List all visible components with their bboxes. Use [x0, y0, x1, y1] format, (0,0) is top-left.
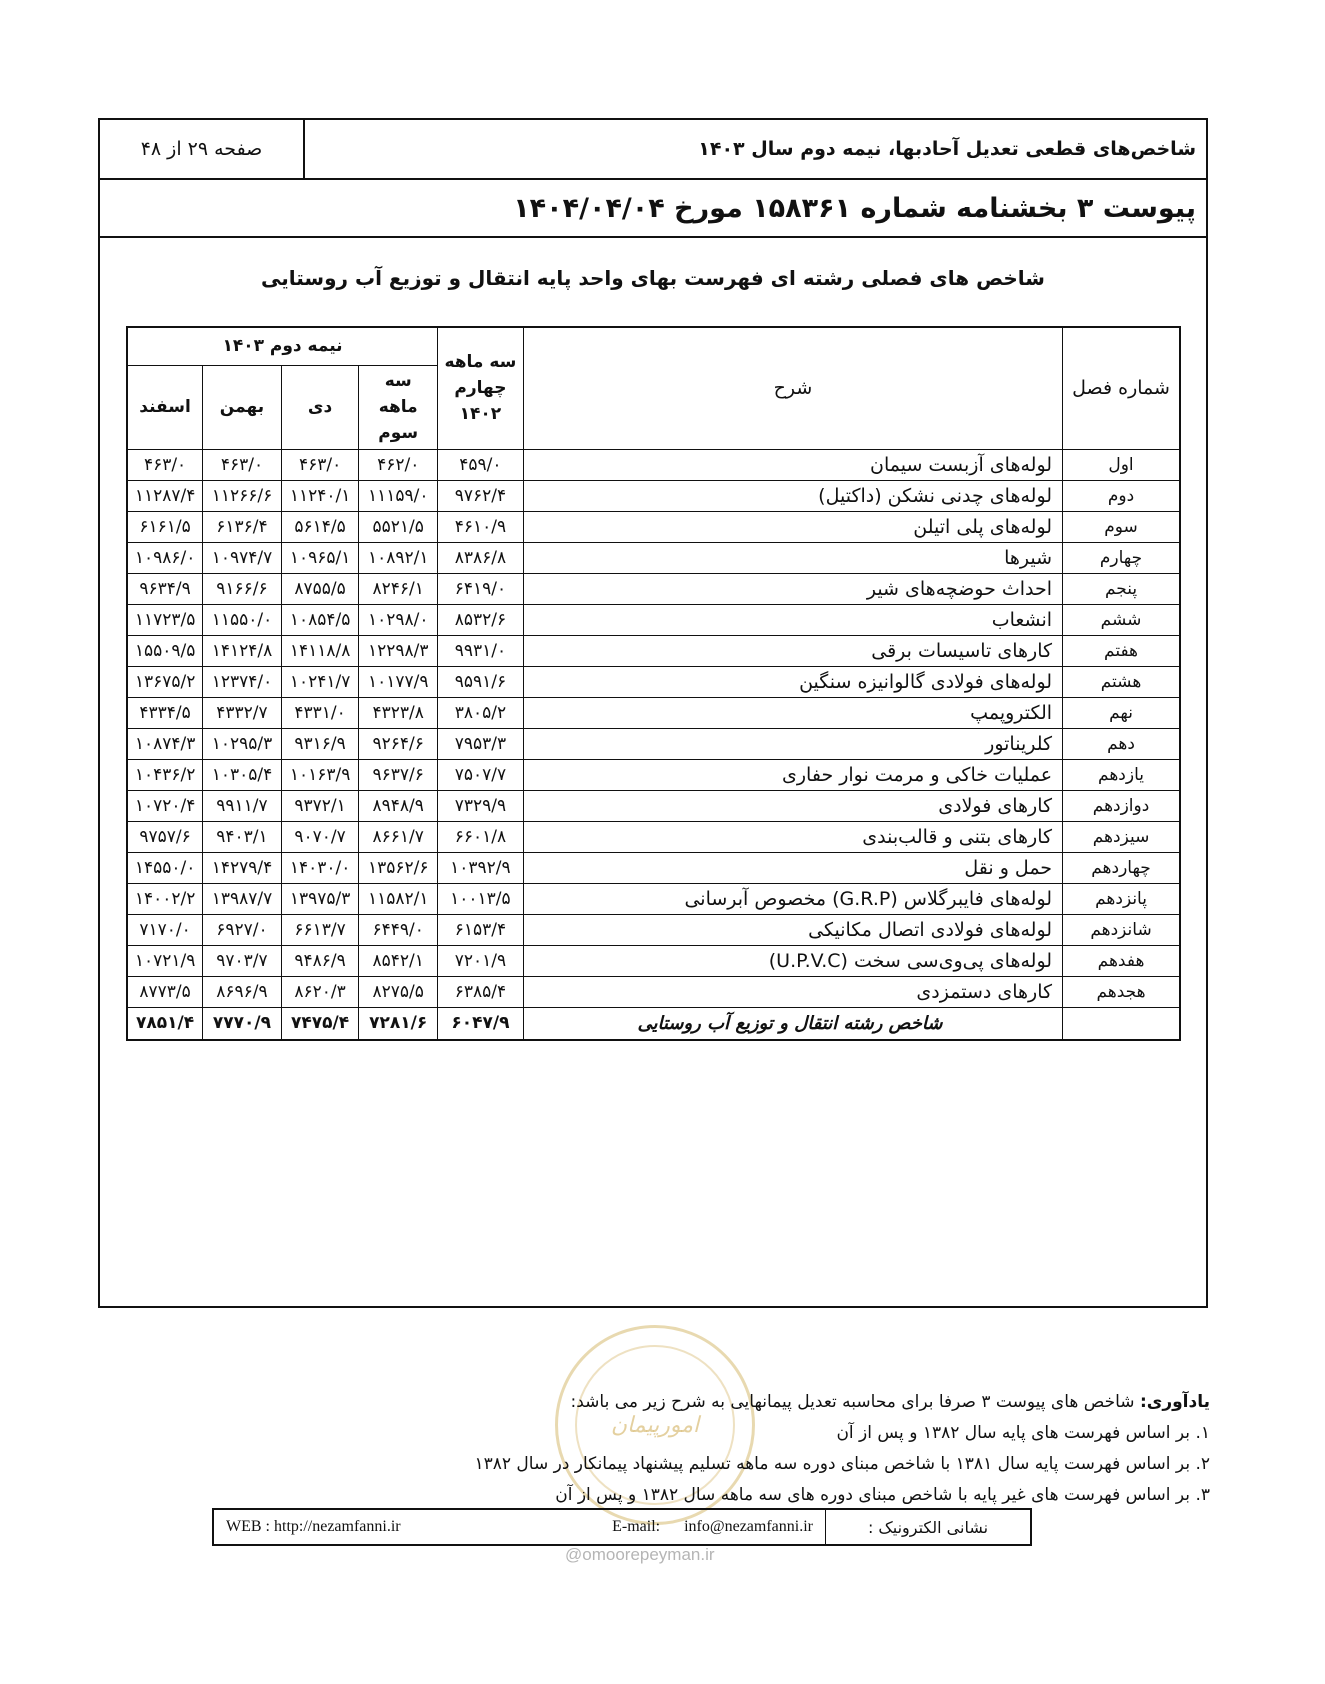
appendix-title: پیوست ۳ بخشنامه شماره ۱۵۸۳۶۱ مورخ ۱۴۰۴/۰۴/۰۴: [100, 180, 1206, 238]
cell-description: لوله‌های فایبرگلاس (G.R.P) مخصوص آبرسانی: [523, 883, 1062, 914]
total-row: [127, 1007, 1180, 1040]
cell-chapter: اول: [1063, 449, 1180, 480]
table-row: [127, 666, 1180, 697]
col-header-description: شرح: [523, 327, 1062, 449]
cell-chapter: هجدهم: [1063, 976, 1180, 1007]
cell-q3: ۹۲۶۴/۶: [359, 728, 438, 759]
cell-q4: ۷۲۰۱/۹: [438, 945, 524, 976]
cell-esfand: ۱۵۵۰۹/۵: [127, 635, 203, 666]
cell-dey: ۸۶۲۰/۳: [281, 976, 359, 1007]
email-label: E-mail:: [612, 1518, 661, 1535]
cell-esfand: ۱۰۹۸۶/۰: [127, 542, 203, 573]
total-q4: ۶۰۴۷/۹: [438, 1007, 524, 1040]
cell-chapter: شانزدهم: [1063, 914, 1180, 945]
total-dey: ۷۴۷۵/۴: [281, 1007, 359, 1040]
cell-q3: ۶۴۴۹/۰: [359, 914, 438, 945]
cell-chapter: سیزدهم: [1063, 821, 1180, 852]
cell-esfand: ۴۶۳/۰: [127, 449, 203, 480]
table-row: [127, 728, 1180, 759]
email-group: [612, 1518, 813, 1536]
table-row: [127, 697, 1180, 728]
cell-esfand: ۱۱۲۸۷/۴: [127, 480, 203, 511]
table-row: [127, 573, 1180, 604]
col-header-bahman: بهمن: [203, 365, 282, 449]
header-row: [100, 120, 1206, 180]
notes-list: [310, 1418, 1210, 1511]
cell-dey: ۹۳۷۲/۱: [281, 790, 359, 821]
cell-esfand: ۷۱۷۰/۰: [127, 914, 203, 945]
cell-dey: ۸۷۵۵/۵: [281, 573, 359, 604]
table-row: [127, 635, 1180, 666]
total-bahman: ۷۷۷۰/۹: [203, 1007, 282, 1040]
notes-intro: [310, 1387, 1210, 1418]
cell-q4: ۴۶۱۰/۹: [438, 511, 524, 542]
cell-bahman: ۱۰۹۷۴/۷: [203, 542, 282, 573]
cell-dey: ۹۰۷۰/۷: [281, 821, 359, 852]
cell-description: کارهای تاسیسات برقی: [523, 635, 1062, 666]
total-description: شاخص رشته انتقال و توزیع آب روستایی: [523, 1007, 1062, 1040]
cell-q4: ۱۰۰۱۳/۵: [438, 883, 524, 914]
cell-description: احداث حوضچه‌های شیر: [523, 573, 1062, 604]
cell-bahman: ۱۲۳۷۴/۰: [203, 666, 282, 697]
cell-q4: ۹۵۹۱/۶: [438, 666, 524, 697]
cell-bahman: ۱۴۱۲۴/۸: [203, 635, 282, 666]
total-empty-cell: [1063, 1007, 1180, 1040]
cell-chapter: هفدهم: [1063, 945, 1180, 976]
table-row: [127, 542, 1180, 573]
cell-dey: ۶۶۱۳/۷: [281, 914, 359, 945]
cell-chapter: ششم: [1063, 604, 1180, 635]
cell-description: کارهای فولادی: [523, 790, 1062, 821]
cell-esfand: ۱۰۸۷۴/۳: [127, 728, 203, 759]
cell-bahman: ۱۰۳۰۵/۴: [203, 759, 282, 790]
cell-q3: ۱۲۲۹۸/۳: [359, 635, 438, 666]
cell-dey: ۱۰۲۴۱/۷: [281, 666, 359, 697]
cell-q4: ۸۳۸۶/۸: [438, 542, 524, 573]
cell-bahman: ۴۳۳۲/۷: [203, 697, 282, 728]
cell-description: لوله‌های آزبست سیمان: [523, 449, 1062, 480]
watermark-logo-text: امورپیمان: [575, 1345, 735, 1505]
cell-q3: ۵۵۲۱/۵: [359, 511, 438, 542]
cell-esfand: ۱۴۰۰۲/۲: [127, 883, 203, 914]
cell-bahman: ۹۴۰۳/۱: [203, 821, 282, 852]
table-title: شاخص های فصلی رشته ای فهرست بهای واحد پایه انتقال و توزیع آب روستایی: [261, 266, 1045, 290]
cell-dey: ۱۱۲۴۰/۱: [281, 480, 359, 511]
cell-esfand: ۱۳۶۷۵/۲: [127, 666, 203, 697]
cell-esfand: ۱۰۷۲۱/۹: [127, 945, 203, 976]
cell-q4: ۶۳۸۵/۴: [438, 976, 524, 1007]
cell-q4: ۷۵۰۷/۷: [438, 759, 524, 790]
cell-chapter: هشتم: [1063, 666, 1180, 697]
notes-section: [310, 1387, 1210, 1511]
notes-intro-text: شاخص های پیوست ۳ صرفا برای محاسبه تعدیل پیمانهایی به شرح زیر می باشد:: [570, 1392, 1140, 1412]
cell-dey: ۴۶۳/۰: [281, 449, 359, 480]
cell-q3: ۱۳۵۶۲/۶: [359, 852, 438, 883]
cell-dey: ۱۳۹۷۵/۳: [281, 883, 359, 914]
cell-chapter: دهم: [1063, 728, 1180, 759]
cell-q3: ۱۰۱۷۷/۹: [359, 666, 438, 697]
email-link[interactable]: info@nezamfanni.ir: [684, 1518, 813, 1535]
table-row: [127, 945, 1180, 976]
cell-esfand: ۴۳۳۴/۵: [127, 697, 203, 728]
cell-description: الکتروپمپ: [523, 697, 1062, 728]
col-header-chapter: شماره فصل: [1063, 327, 1180, 449]
cell-description: کارهای بتنی و قالب‌بندی: [523, 821, 1062, 852]
cell-bahman: ۴۶۳/۰: [203, 449, 282, 480]
cell-dey: ۵۶۱۴/۵: [281, 511, 359, 542]
cell-q3: ۱۰۲۹۸/۰: [359, 604, 438, 635]
cell-esfand: ۹۷۵۷/۶: [127, 821, 203, 852]
cell-bahman: ۹۱۶۶/۶: [203, 573, 282, 604]
cell-bahman: ۶۹۲۷/۰: [203, 914, 282, 945]
cell-chapter: پانزدهم: [1063, 883, 1180, 914]
cell-description: کارهای دستمزدی: [523, 976, 1062, 1007]
cell-description: عملیات خاکی و مرمت نوار حفاری: [523, 759, 1062, 790]
cell-description: لوله‌های پی‌وی‌سی سخت (U.P.V.C): [523, 945, 1062, 976]
cell-chapter: چهارم: [1063, 542, 1180, 573]
col-header-q3: سه ماهه سوم: [359, 365, 438, 449]
cell-q3: ۱۱۱۵۹/۰: [359, 480, 438, 511]
cell-q3: ۸۹۴۸/۹: [359, 790, 438, 821]
cell-esfand: ۶۱۶۱/۵: [127, 511, 203, 542]
cell-esfand: ۱۰۴۳۶/۲: [127, 759, 203, 790]
watermark-url: @omoorepeyman.ir: [565, 1545, 715, 1564]
cell-q3: ۱۰۸۹۲/۱: [359, 542, 438, 573]
total-esfand: ۷۸۵۱/۴: [127, 1007, 203, 1040]
cell-esfand: ۸۷۷۳/۵: [127, 976, 203, 1007]
contact-values: [214, 1510, 825, 1544]
cell-esfand: ۱۱۷۲۳/۵: [127, 604, 203, 635]
document-title: شاخص‌های قطعی تعدیل آحادبها، نیمه دوم سال ۱۴۰۳: [303, 120, 1206, 178]
col-header-half-group: نیمه دوم ۱۴۰۳: [127, 327, 438, 365]
cell-bahman: ۱۴۲۷۹/۴: [203, 852, 282, 883]
cell-bahman: ۱۰۲۹۵/۳: [203, 728, 282, 759]
cell-esfand: ۹۶۳۴/۹: [127, 573, 203, 604]
cell-bahman: ۱۳۹۸۷/۷: [203, 883, 282, 914]
cell-description: لوله‌های فولادی اتصال مکانیکی: [523, 914, 1062, 945]
cell-description: لوله‌های فولادی گالوانیزه سنگین: [523, 666, 1062, 697]
cell-q3: ۱۱۵۸۲/۱: [359, 883, 438, 914]
table-row: [127, 976, 1180, 1007]
cell-q3: ۸۲۷۵/۵: [359, 976, 438, 1007]
cell-q3: ۸۶۶۱/۷: [359, 821, 438, 852]
cell-q4: ۶۶۰۱/۸: [438, 821, 524, 852]
cell-chapter: هفتم: [1063, 635, 1180, 666]
cell-q4: ۳۸۰۵/۲: [438, 697, 524, 728]
contact-label: نشانی الکترونیک :: [825, 1510, 1030, 1544]
cell-q4: ۶۱۵۳/۴: [438, 914, 524, 945]
table-row: [127, 852, 1180, 883]
cell-q3: ۴۶۲/۰: [359, 449, 438, 480]
table-body: [127, 449, 1180, 1040]
cell-dey: ۱۰۹۶۵/۱: [281, 542, 359, 573]
cell-dey: ۹۴۸۶/۹: [281, 945, 359, 976]
cell-bahman: ۶۱۳۶/۴: [203, 511, 282, 542]
total-q3: ۷۲۸۱/۶: [359, 1007, 438, 1040]
cell-q3: ۴۳۲۳/۸: [359, 697, 438, 728]
cell-esfand: ۱۴۵۵۰/۰: [127, 852, 203, 883]
cell-bahman: ۹۷۰۳/۷: [203, 945, 282, 976]
notes-item: ۱. بر اساس فهرست های پایه سال ۱۳۸۲ و پس از آن: [836, 1423, 1210, 1443]
page-number: صفحه ۲۹ از ۴۸: [140, 138, 263, 160]
cell-description: شیرها: [523, 542, 1062, 573]
cell-dey: ۱۴۰۳۰/۰: [281, 852, 359, 883]
cell-q4: ۶۴۱۹/۰: [438, 573, 524, 604]
table-row: [127, 511, 1180, 542]
cell-chapter: چهاردهم: [1063, 852, 1180, 883]
cell-dey: ۱۰۸۵۴/۵: [281, 604, 359, 635]
cell-chapter: سوم: [1063, 511, 1180, 542]
table-row: [127, 914, 1180, 945]
cell-q3: ۸۵۴۲/۱: [359, 945, 438, 976]
cell-chapter: دوم: [1063, 480, 1180, 511]
cell-chapter: دوازدهم: [1063, 790, 1180, 821]
cell-bahman: ۱۱۵۵۰/۰: [203, 604, 282, 635]
cell-description: کلریناتور: [523, 728, 1062, 759]
notes-lead: یادآوری:: [1139, 1392, 1210, 1412]
cell-q4: ۴۵۹/۰: [438, 449, 524, 480]
table-row: [127, 821, 1180, 852]
cell-q4: ۷۹۵۳/۳: [438, 728, 524, 759]
cell-description: لوله‌های چدنی نشکن (داکتیل): [523, 480, 1062, 511]
cell-bahman: ۱۱۲۶۶/۶: [203, 480, 282, 511]
col-header-dey: دی: [281, 365, 359, 449]
cell-chapter: پنجم: [1063, 573, 1180, 604]
cell-q4: ۹۹۳۱/۰: [438, 635, 524, 666]
cell-chapter: یازدهم: [1063, 759, 1180, 790]
table-row: [127, 604, 1180, 635]
cell-q4: ۱۰۳۹۲/۹: [438, 852, 524, 883]
cell-q4: ۷۳۲۹/۹: [438, 790, 524, 821]
cell-dey: ۱۰۱۶۳/۹: [281, 759, 359, 790]
cell-dey: ۱۴۱۱۸/۸: [281, 635, 359, 666]
cell-bahman: ۹۹۱۱/۷: [203, 790, 282, 821]
cell-q3: ۹۶۳۷/۶: [359, 759, 438, 790]
website-link[interactable]: WEB : http://nezamfanni.ir: [226, 1518, 401, 1535]
contact-box: [212, 1508, 1032, 1546]
cell-q3: ۸۲۴۶/۱: [359, 573, 438, 604]
table-row: [127, 449, 1180, 480]
cell-q4: ۸۵۳۲/۶: [438, 604, 524, 635]
cell-description: انشعاب: [523, 604, 1062, 635]
cell-bahman: ۸۶۹۶/۹: [203, 976, 282, 1007]
cell-q4: ۹۷۶۲/۴: [438, 480, 524, 511]
col-header-esfand: اسفند: [127, 365, 203, 449]
col-header-q4-1402: سه ماهه چهارم ۱۴۰۲: [438, 327, 524, 449]
cell-esfand: ۱۰۷۲۰/۴: [127, 790, 203, 821]
cell-dey: ۹۳۱۶/۹: [281, 728, 359, 759]
table-row: [127, 480, 1180, 511]
index-table: [126, 326, 1181, 1041]
cell-chapter: نهم: [1063, 697, 1180, 728]
cell-description: حمل و نقل: [523, 852, 1062, 883]
table-row: [127, 759, 1180, 790]
notes-item: ۳. بر اساس فهرست های غیر پایه با شاخص مبنای دوره های سه ماهه سال ۱۳۸۲ و پس از آن: [555, 1485, 1210, 1505]
notes-item: ۲. بر اساس فهرست پایه سال ۱۳۸۱ با شاخص مبنای دوره سه ماهه تسلیم پیشنهاد پیمانکار در سال ۱۳۸۲: [474, 1454, 1210, 1474]
cell-dey: ۴۳۳۱/۰: [281, 697, 359, 728]
table-row: [127, 790, 1180, 821]
table-row: [127, 883, 1180, 914]
cell-description: لوله‌های پلی اتیلن: [523, 511, 1062, 542]
